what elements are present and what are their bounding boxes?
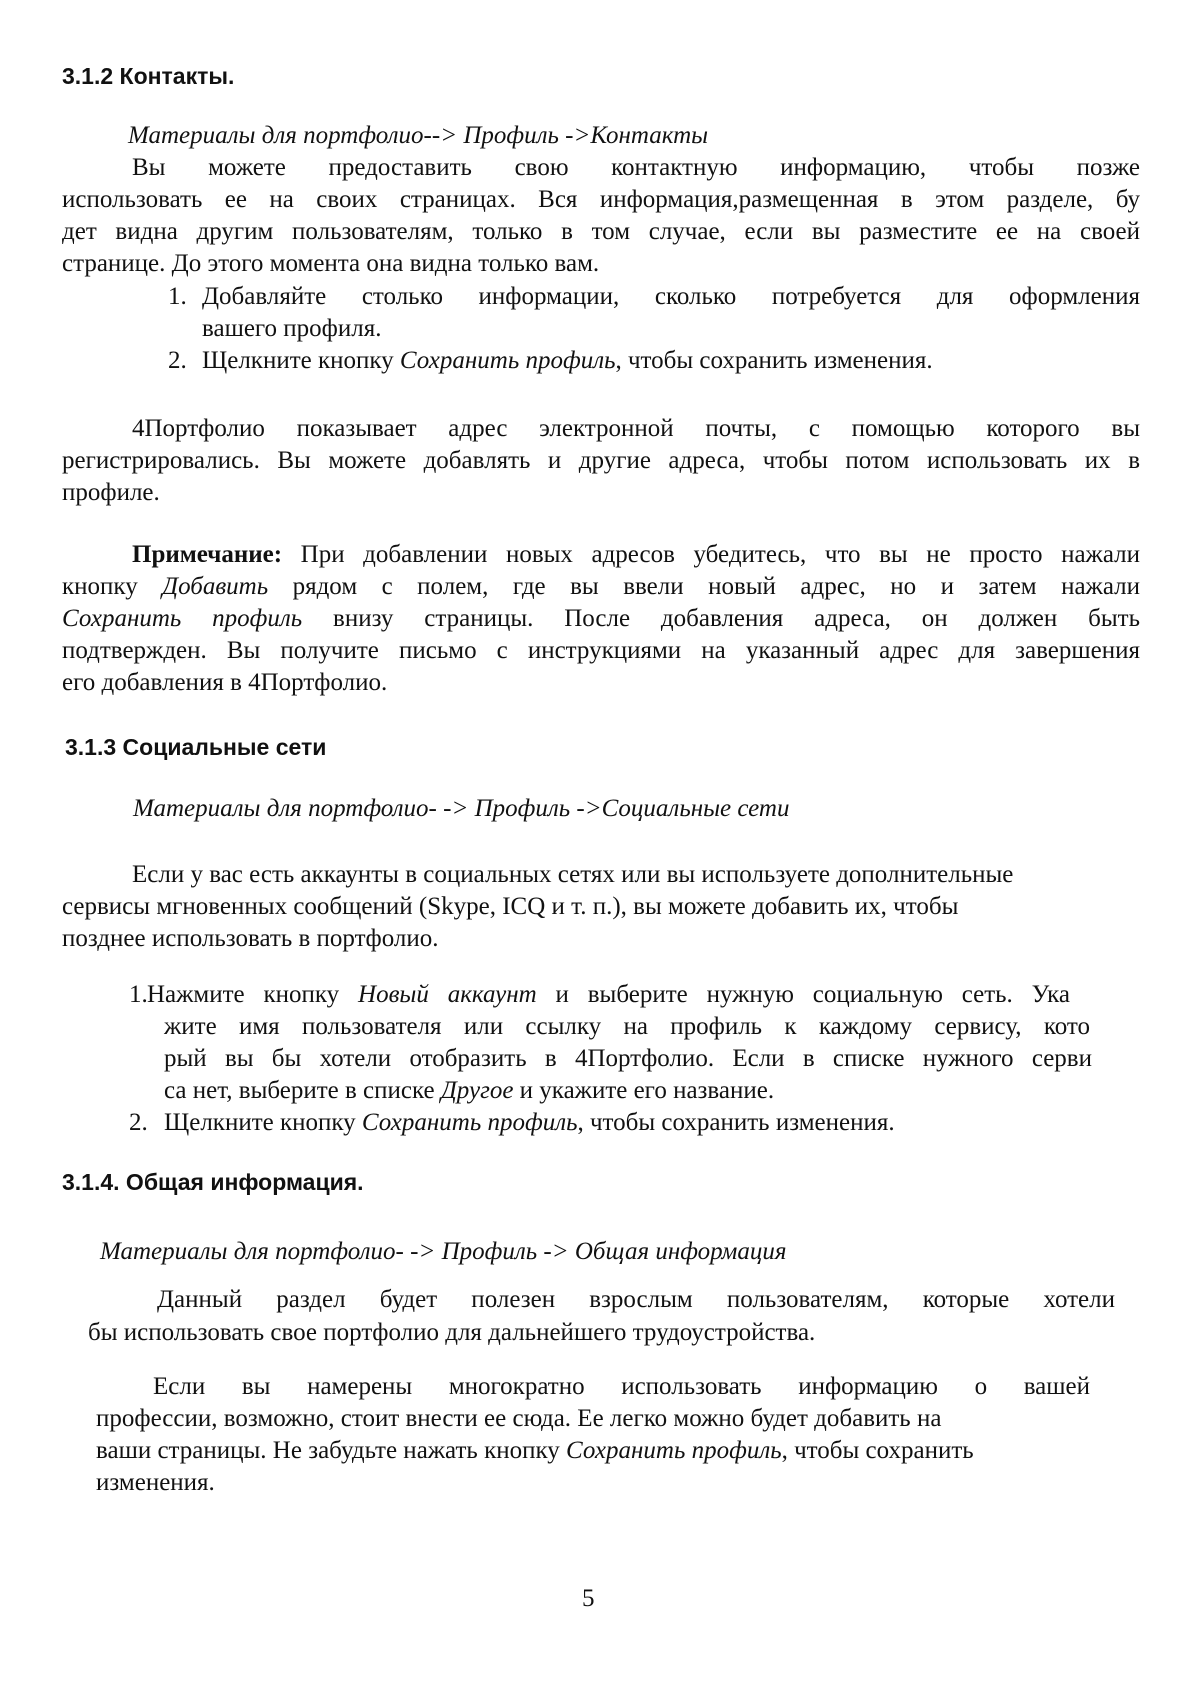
text-run: Нажмите кнопку	[147, 981, 359, 1008]
text-run: рый вы бы хотели отобразить в 4Портфолио. Если в списке нужного серви	[164, 1045, 1092, 1072]
navigation-path: Материалы для портфолио- -> Профиль ->Социальные сети	[133, 795, 790, 822]
paragraph-line	[157, 1284, 1115, 1316]
paragraph-line	[132, 539, 1140, 571]
text-run: жите имя пользователя или ссылку на профиль к каждому сервису, кото	[164, 1013, 1090, 1040]
text-run: дет видна другим пользователям, только в том случае, если вы разместите ее на своей	[62, 218, 1140, 245]
navigation-path: Материалы для портфолио- -> Профиль -> Общая информация	[100, 1238, 787, 1265]
text-run: регистрировались. Вы можете добавлять и другие адреса, чтобы потом использовать их в	[62, 447, 1140, 474]
paragraph-line	[96, 1467, 215, 1499]
paragraph-line	[62, 445, 1140, 477]
text-run: са нет, выберите в списке	[164, 1077, 441, 1104]
text-run: кнопку	[62, 573, 163, 600]
list-number: 2.	[168, 347, 187, 374]
text-run: профиле.	[62, 479, 160, 506]
paragraph-line	[96, 1435, 974, 1467]
paragraph-line	[153, 1371, 1090, 1403]
text-run: и выберите нужную социальную сеть. Ука	[536, 981, 1070, 1008]
text-run: Добавляйте столько информации, сколько потребуется для оформления	[202, 283, 1140, 310]
navigation-path: Материалы для портфолио--> Профиль ->Контакты	[128, 122, 709, 149]
italic-text: Сохранить профиль	[399, 347, 616, 374]
list-item-line	[202, 345, 933, 377]
text-run: При добавлении новых адресов убедитесь, что вы не просто нажали	[282, 541, 1140, 568]
paragraph-line	[62, 248, 599, 280]
text-run: бы использовать свое портфолио для дальнейшего трудоустройства.	[88, 1319, 816, 1346]
text-run: странице. До этого момента она видна только вам.	[62, 250, 600, 277]
list-item-line	[164, 1075, 774, 1107]
paragraph-line	[88, 1317, 815, 1349]
list-item-line	[164, 1043, 1092, 1075]
paragraph-line	[62, 635, 1140, 667]
text-run: Щелкните кнопку	[164, 1109, 362, 1136]
list-item-line	[202, 313, 381, 345]
text-run: его добавления в 4Портфолио.	[62, 669, 388, 696]
paragraph-line	[132, 152, 1140, 184]
section-heading: 3.1.3 Социальные сети	[65, 734, 327, 760]
text-run: профессии, возможно, стоит внести ее сюда. Ее легко можно будет добавить на	[96, 1405, 942, 1432]
paragraph-line	[62, 184, 1140, 216]
text-run: и укажите его название.	[513, 1077, 775, 1104]
italic-text: Сохранить профиль	[62, 605, 303, 632]
section-heading: 3.1.2 Контакты.	[62, 63, 235, 89]
text-run: рядом с полем, где вы ввели новый адрес, но и затем нажали	[268, 573, 1140, 600]
text-run: подтвержден. Вы получите письмо с инструкциями на указанный адрес для завершения	[62, 637, 1140, 664]
paragraph-line	[62, 891, 958, 923]
text-run: , чтобы сохранить изменения.	[577, 1109, 895, 1136]
paragraph-line	[62, 603, 1140, 635]
italic-text: Новый аккаунт	[358, 981, 537, 1008]
text-run: изменения.	[96, 1469, 215, 1496]
text-run: Если вы намерены многократно использовать информацию о вашей	[153, 1373, 1090, 1400]
text-run: ваши страницы. Не забудьте нажать кнопку	[96, 1437, 567, 1464]
italic-text: Сохранить профиль	[361, 1109, 578, 1136]
list-item-line	[147, 979, 1070, 1011]
paragraph-line	[62, 667, 387, 699]
text-run: вашего профиля.	[202, 315, 382, 342]
list-number: 2.	[129, 1109, 148, 1136]
text-run: Если у вас есть аккаунты в социальных сетях или вы используете дополнительные	[132, 861, 1014, 888]
list-number: 1.	[168, 283, 187, 310]
paragraph-line	[62, 216, 1140, 248]
text-run: Данный раздел будет полезен взрослым пользователям, которые хотели	[157, 1286, 1115, 1313]
paragraph-line	[62, 571, 1140, 603]
italic-text: Сохранить профиль	[566, 1437, 782, 1464]
text-run: внизу страницы. После добавления адреса, он должен быть	[302, 605, 1140, 632]
paragraph-line	[62, 477, 160, 509]
text-run: сервисы мгновенных сообщений (Skype, ICQ и т. п.), вы можете добавить их, чтобы	[62, 893, 959, 920]
italic-text: Добавить	[162, 573, 269, 600]
paragraph-line	[62, 923, 438, 955]
text-run: , чтобы сохранить	[781, 1437, 974, 1464]
italic-text: Другое	[440, 1077, 514, 1104]
list-number: 1.	[129, 981, 148, 1008]
bold-text: Примечание:	[132, 541, 283, 568]
paragraph-line	[132, 859, 1013, 891]
section-heading: 3.1.4. Общая информация.	[62, 1169, 364, 1195]
text-run: 4Портфолио показывает адрес электронной почты, с помощью которого вы	[132, 415, 1140, 442]
list-item-line	[164, 1011, 1090, 1043]
paragraph-line	[96, 1403, 941, 1435]
list-item-line	[164, 1107, 895, 1139]
page-number: 5	[582, 1585, 595, 1612]
text-run: позднее использовать в портфолио.	[62, 925, 439, 952]
text-run: , чтобы сохранить изменения.	[615, 347, 933, 374]
text-run: Щелкните кнопку	[202, 347, 400, 374]
text-run: Вы можете предоставить свою контактную информацию, чтобы позже	[132, 154, 1140, 181]
text-run: использовать ее на своих страницах. Вся информация,размещенная в этом разделе, бу	[62, 186, 1140, 213]
paragraph-line	[132, 413, 1140, 445]
list-item-line	[202, 281, 1140, 313]
